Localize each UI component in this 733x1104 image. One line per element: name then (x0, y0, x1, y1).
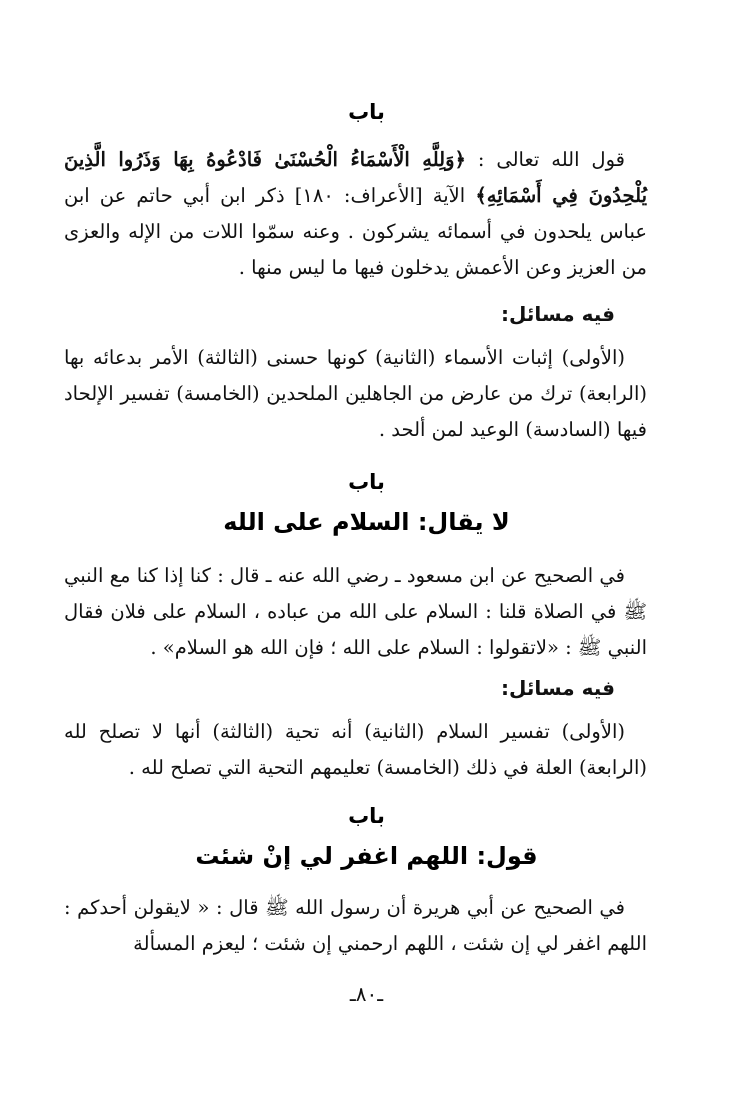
section-3-paragraph: في الصحيح عن أبي هريرة أن رسول الله ﷺ قال : « لايقولن أحدكم : اللهم اغفر لي إن شئت ، اللهم ارحمني إن شئت ؛ ليعزم المسألة (64, 896, 647, 955)
section-2-paragraph: في الصحيح عن ابن مسعود ـ رضي الله عنه ـ قال : كنا إذا كنا مع النبي ﷺ في الصلاة قلنا : السلام على الله من عباده ، السلام على فلان فقال النبي ﷺ : «لاتقولوا : السلام على الله ؛ فإن الله هو السلام» . (64, 564, 647, 659)
section-2-title: لا يقال: السلام على الله (223, 508, 510, 536)
section-2-issues-label: فيه مسائل: (501, 676, 615, 700)
section-1-heading: باب (348, 100, 385, 124)
section-1-issues: (الأولى) إثبات الأسماء (الثانية) كونها حسنى (الثالثة) الأمر بدعائه بها (الرابعة) ترك من عارض من الجاهلين الملحدين (الخامسة) تفسير الإلحاد فيها (السادسة) الوعيد لمن ألحد . (64, 346, 647, 441)
section-3-title: قول: اللهم اغفر لي إنْ شئت (195, 842, 538, 870)
section-3-heading: باب (348, 804, 385, 828)
section-1-paragraph-rest: الآية [الأعراف: ١٨٠] ذكر ابن أبي حاتم عن ابن عباس يلحدون في أسمائه يشركون . وعنه سمّوا اللات من الإله والعزى من العزيز وعن الأعمش يدخلون فيها ما ليس منها . (64, 184, 647, 279)
section-2-issues: (الأولى) تفسير السلام (الثانية) أنه تحية (الثالثة) أنها لا تصلح لله (الرابعة) العلة في ذلك (الخامسة) تعليمهم التحية التي تصلح لله . (64, 720, 647, 779)
page-number: ـ٨٠ـ (349, 982, 384, 1006)
section-1-paragraph (64, 142, 647, 286)
section-1-issues-label: فيه مسائل: (501, 302, 615, 326)
section-2-heading: باب (348, 470, 385, 494)
quran-verse: ﴿وَلِلَّهِ الْأَسْمَاءُ الْحُسْنَىٰ فَادْعُوهُ بِهَا وَذَرُوا الَّذِينَ يُلْحِدُونَ فِي أَسْمَائِهِ﴾ (64, 148, 648, 207)
section-1-intro: قول الله تعالى : (477, 148, 625, 171)
